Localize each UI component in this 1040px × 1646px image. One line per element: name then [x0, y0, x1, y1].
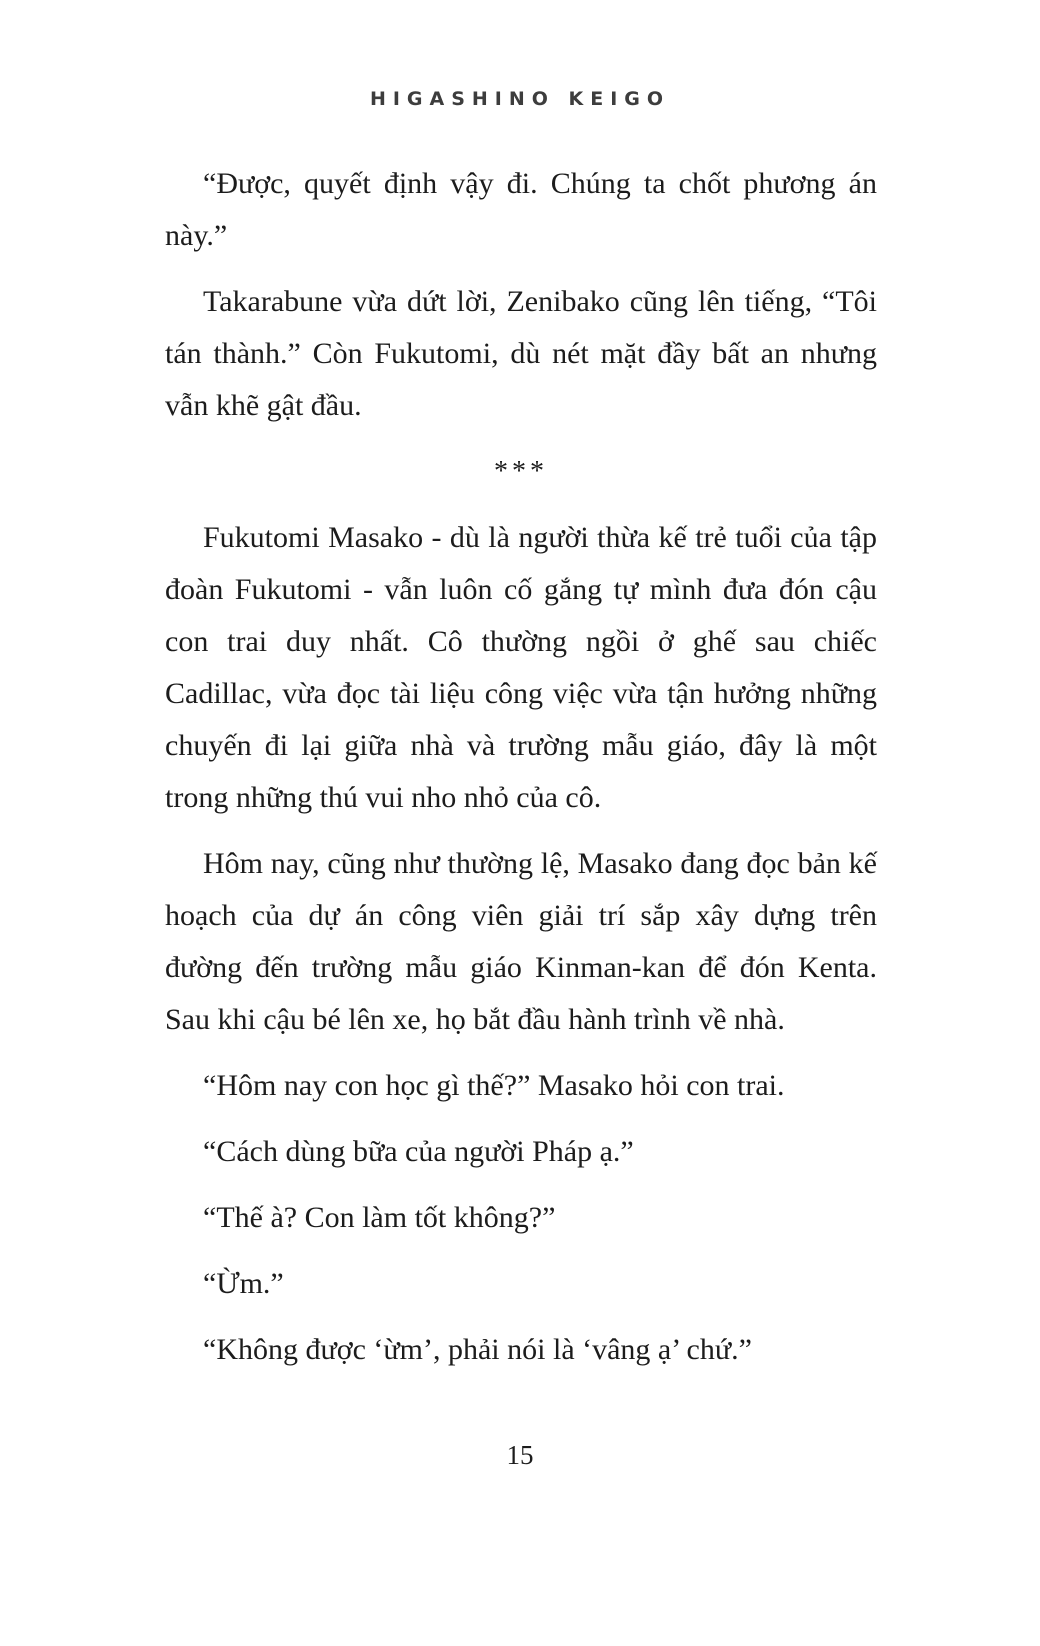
section-separator: *** — [494, 456, 548, 487]
paragraph-1: “Được, quyết định vậy đi. Chúng ta chốt phương án này.” — [165, 167, 877, 252]
running-header-author: HIGASHINO KEIGO — [369, 88, 671, 110]
paragraph-2: Takarabune vừa dứt lời, Zenibako cũng lên tiếng, “Tôi tán thành.” Còn Fukutomi, dù nét mặt đầy bất an nhưng vẫn khẽ gật đầu. — [165, 285, 877, 422]
paragraph-6-dialogue: “Cách dùng bữa của người Pháp ạ.” — [203, 1135, 634, 1168]
paragraph-9-dialogue: “Không được ‘ừm’, phải nói là ‘vâng ạ’ chứ.” — [203, 1333, 752, 1366]
page-number: 15 — [506, 1440, 534, 1470]
paragraph-3: Fukutomi Masako - dù là người thừa kế trẻ tuổi của tập đoàn Fukutomi - vẫn luôn cố gắng tự mình đưa đón cậu con trai duy nhất. Cô thường ngồi ở ghế sau chiếc Cadillac, vừa đọc tài liệu công việc vừa tận hưởng những chuyến đi lại giữa nhà và trường mẫu giáo, đây là một trong những thú vui nho nhỏ của cô. — [165, 521, 877, 814]
paragraph-4: Hôm nay, cũng như thường lệ, Masako đang đọc bản kế hoạch của dự án công viên giải trí sắp xây dựng trên đường đến trường mẫu giáo Kinman-kan để đón Kenta. Sau khi cậu bé lên xe, họ bắt đầu hành trình về nhà. — [165, 847, 877, 1036]
paragraph-8-dialogue: “Ừm.” — [203, 1267, 284, 1300]
paragraph-5-dialogue: “Hôm nay con học gì thế?” Masako hỏi con trai. — [203, 1069, 785, 1102]
page-body — [165, 158, 877, 1390]
paragraph-7-dialogue: “Thế à? Con làm tốt không?” — [203, 1201, 556, 1234]
